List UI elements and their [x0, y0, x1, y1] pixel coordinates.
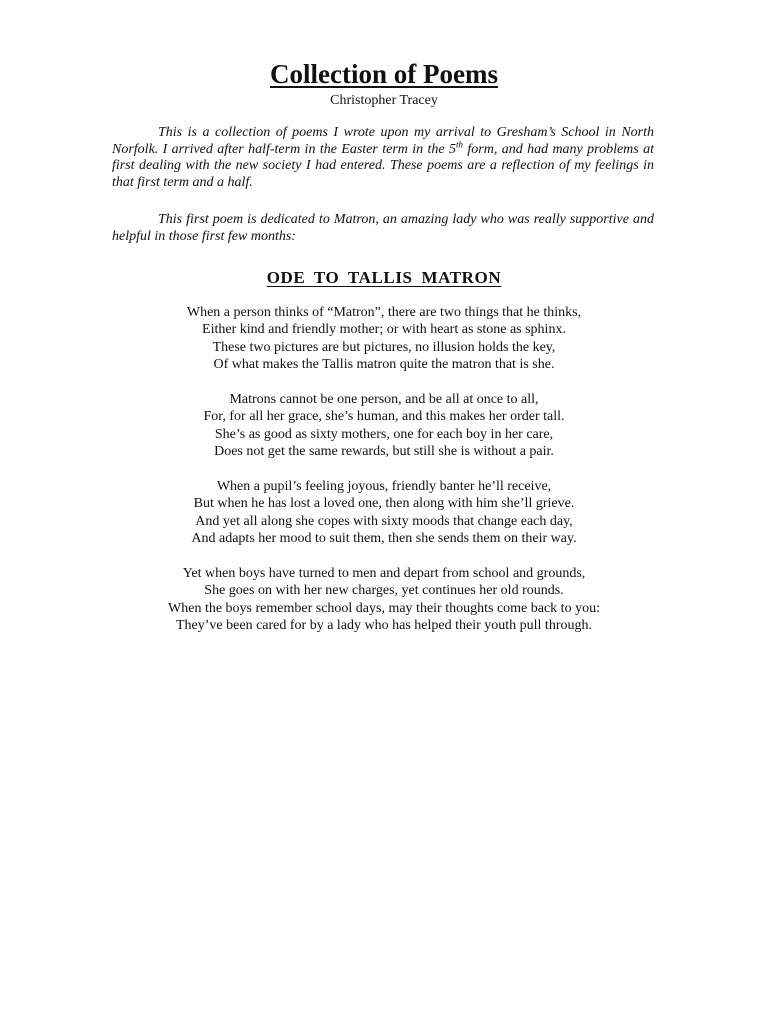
intro-text-part: form, and had many problems at first dealing with the new society I had entered. These poems are a reflection of my feelings in that first term and a half.	[112, 141, 654, 190]
poem-line: Of what makes the Tallis matron quite the matron that is she.	[213, 356, 555, 372]
poem-line: She goes on with her new charges, yet continues her old rounds.	[204, 583, 564, 599]
poem-line: She’s as good as sixty mothers, one for each boy in her care,	[214, 426, 554, 442]
poem-line: When a pupil’s feeling joyous, friendly banter he’ll receive,	[216, 479, 552, 494]
author-name: Christopher Tracey	[330, 93, 438, 108]
poem-line: These two pictures are but pictures, no illusion holds the key,	[212, 339, 556, 355]
poem-line: Does not get the same rewards, but still she is without a pair.	[214, 443, 554, 459]
poem-line: Matrons cannot be one person, and be all at once to all,	[229, 392, 539, 407]
intro-paragraph	[112, 125, 654, 191]
poem-line: For, for all her grace, she’s human, and this makes her order tall.	[203, 409, 565, 425]
dedication-paragraph: This first poem is dedicated to Matron, an amazing lady who was really supportive and helpful in those first few months:	[112, 212, 654, 244]
poem-stanza	[0, 478, 768, 547]
poem-line: And yet all along she copes with sixty moods that change each day,	[195, 513, 573, 529]
poem-line: When a person thinks of “Matron”, there are two things that he thinks,	[186, 305, 582, 320]
poem-line: Yet when boys have turned to men and depart from school and grounds,	[182, 566, 586, 581]
poem-line: But when he has lost a loved one, then along with him she’ll grieve.	[193, 496, 575, 512]
poem-stanza	[0, 391, 768, 460]
poem-line: They’ve been cared for by a lady who has helped their youth pull through.	[176, 617, 592, 633]
poem-line: And adapts her mood to suit them, then she sends them on their way.	[191, 530, 577, 546]
poem-line: When the boys remember school days, may their thoughts come back to you:	[168, 600, 600, 616]
poem-stanza	[0, 304, 768, 373]
ordinal-suffix: th	[456, 138, 464, 149]
intro-text-part: This is a collection of poems I wrote upon my arrival to Gresham’s School in North Norfolk. I arrived after half-term in the Easter term in the 5	[112, 125, 654, 157]
poem-line: Either kind and friendly mother; or with heart as stone as sphinx.	[202, 322, 566, 338]
poem-stanza	[0, 565, 768, 634]
poem-title: ODE TO TALLIS MATRON	[266, 268, 502, 287]
document-title: Collection of Poems	[270, 59, 498, 89]
